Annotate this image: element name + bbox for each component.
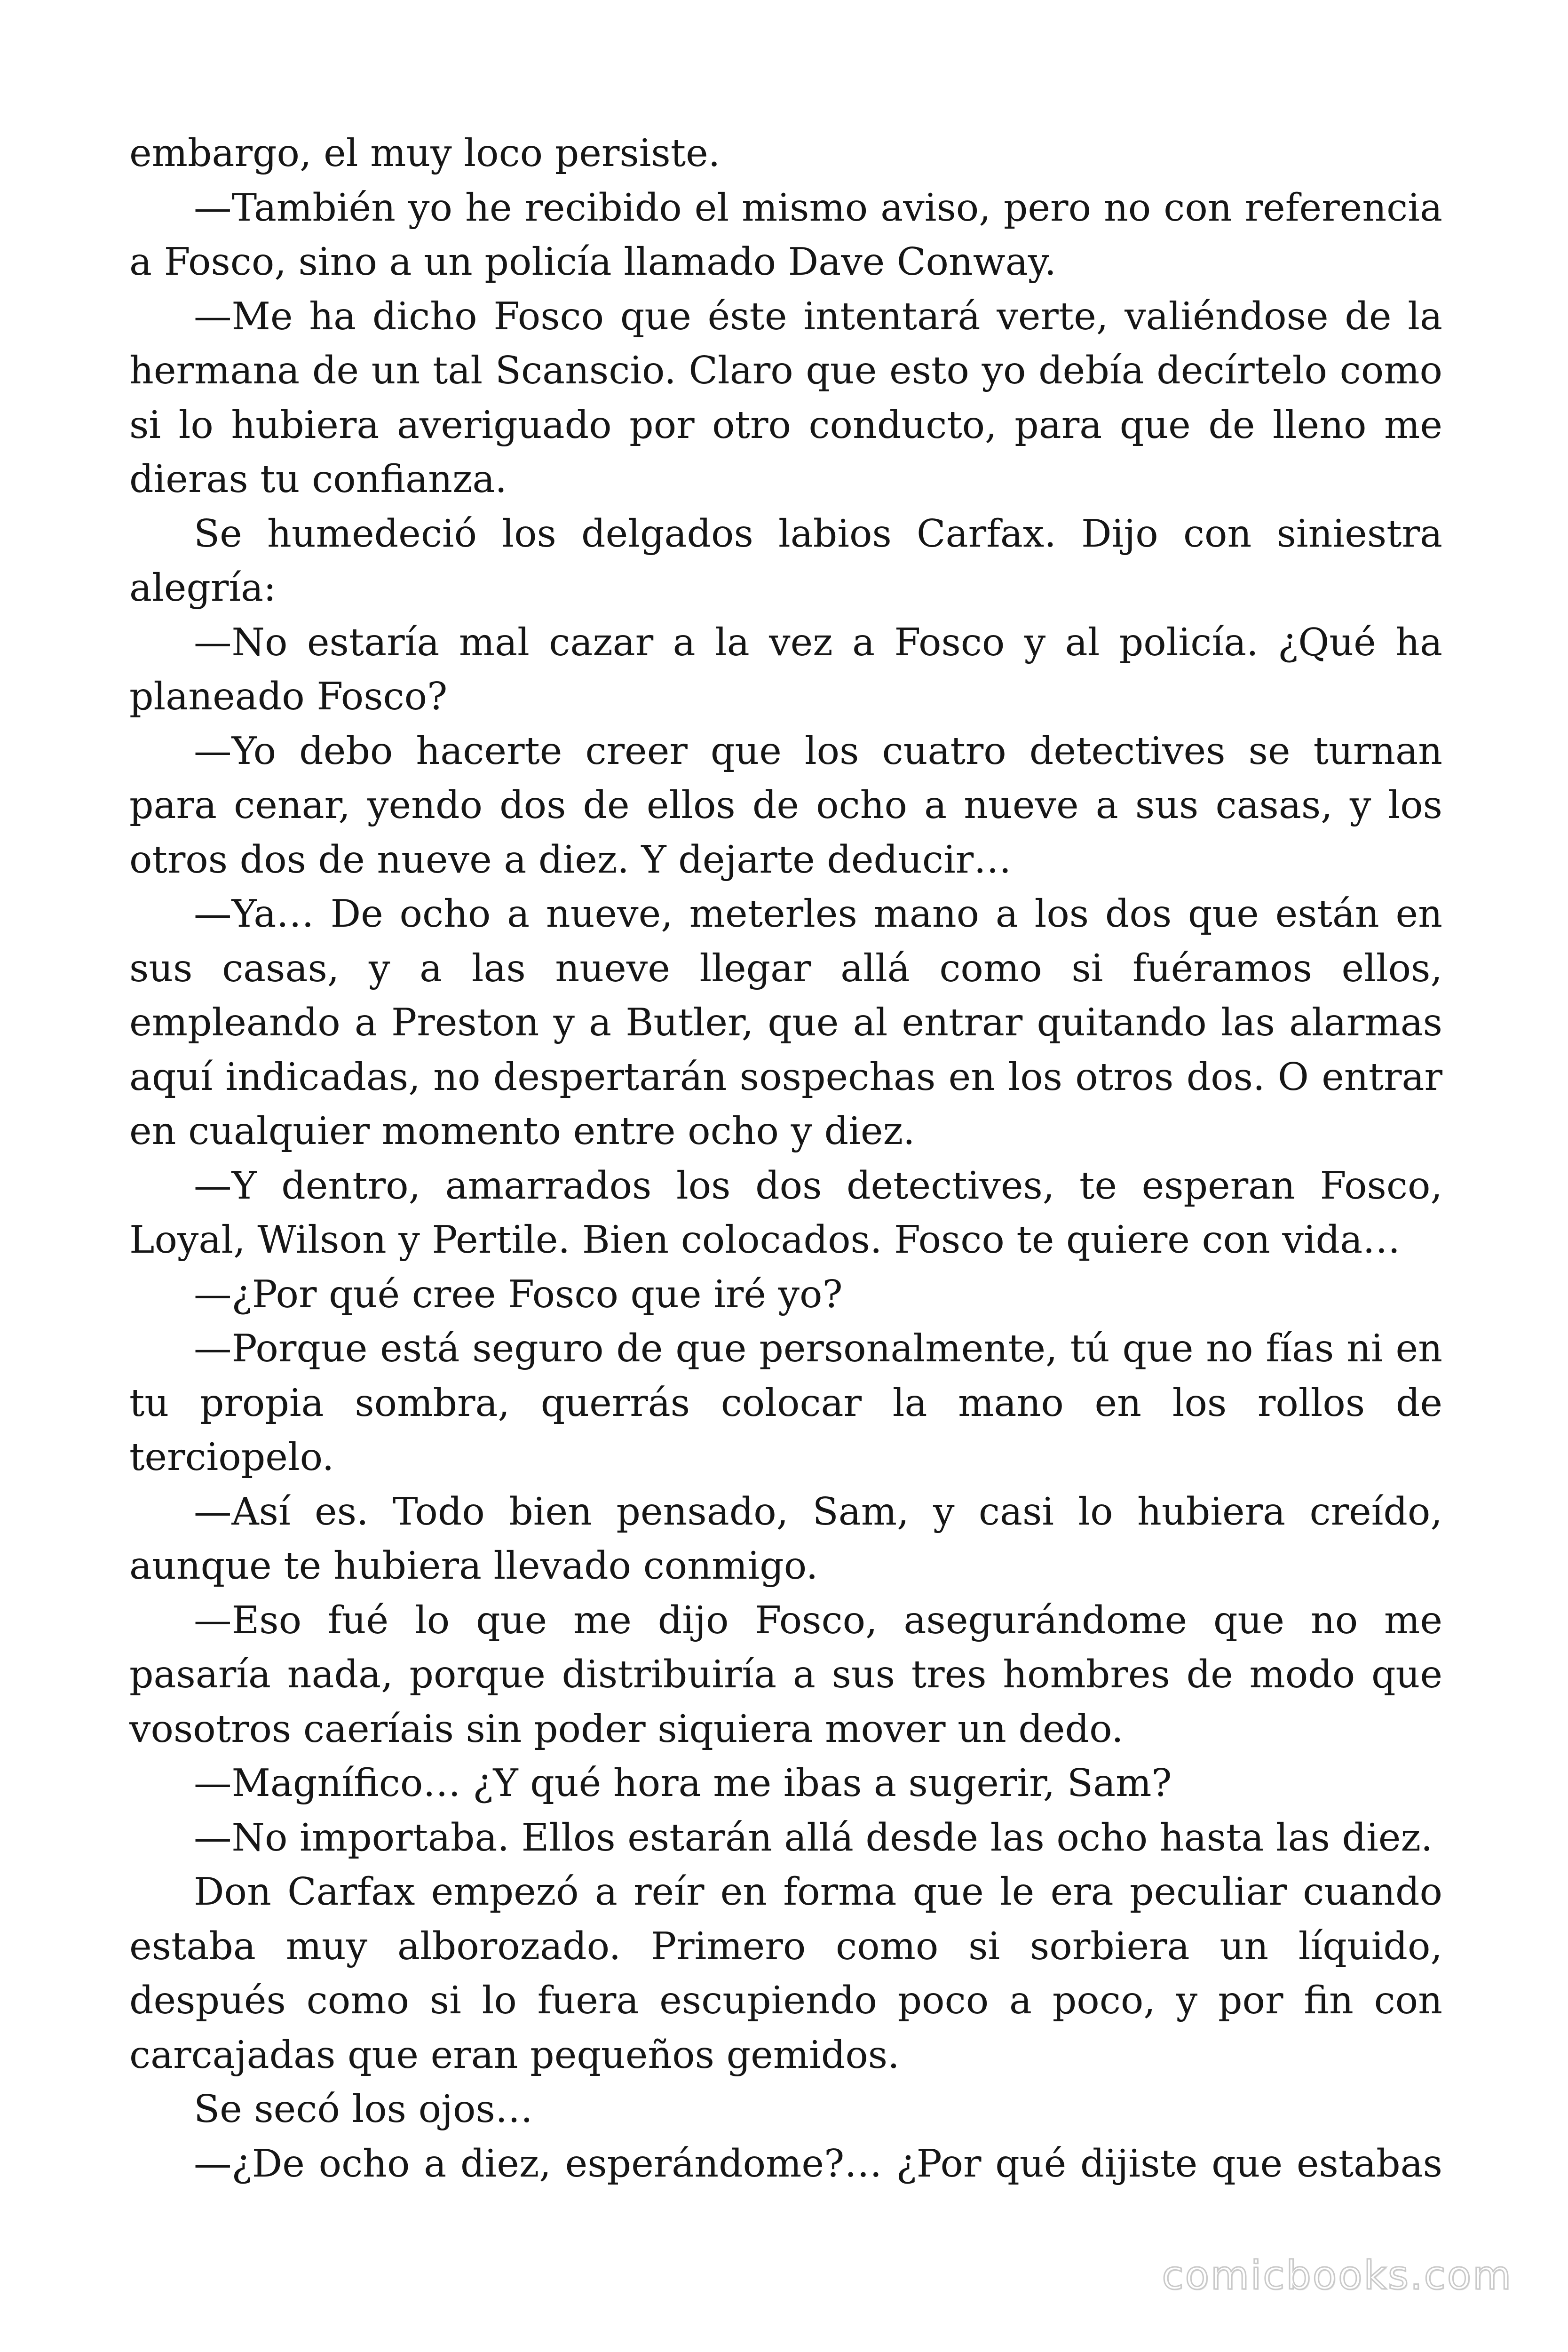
- paragraph-13: —Magnífico… ¿Y qué hora me ibas a sugerir, Sam?: [194, 1761, 1172, 1805]
- paragraph-3: —Me ha dicho Fosco que éste intentará verte, valiéndose de la hermana de un tal Scanscio. Claro que esto yo debía decírtelo como si lo hubiera averiguado por otro conducto, para que de lleno me dieras tu confianza.: [129, 294, 1442, 501]
- paragraph-5: —No estaría mal cazar a la vez a Fosco y al policía. ¿Qué ha planeado Fosco?: [129, 620, 1442, 718]
- paragraph-16: Se secó los ojos…: [194, 2087, 533, 2131]
- paragraph-12: —Eso fué lo que me dijo Fosco, asegurándome que no me pasaría nada, porque distribuiría a sus tres hombres de modo que vosotros caeríais sin poder siquiera mover un dedo.: [129, 1597, 1442, 1751]
- paragraph-15: Don Carfax empezó a reír en forma que le era peculiar cuando estaba muy alborozado. Primero como si sorbiera un líquido, después como si lo fuera escupiendo poco a poco, y por fin con carcajadas que eran pequeños gemidos.: [129, 1869, 1442, 2077]
- watermark: comicbooks.com: [1162, 2252, 1513, 2298]
- paragraph-11: —Así es. Todo bien pensado, Sam, y casi lo hubiera creído, aunque te hubiera llevado conmigo.: [129, 1489, 1442, 1588]
- paragraph-2: —También yo he recibido el mismo aviso, pero no con referencia a Fosco, sino a un policía llamado Dave Conway.: [129, 185, 1442, 284]
- paragraph-9: —¿Por qué cree Fosco que iré yo?: [194, 1271, 843, 1316]
- paragraph-1: embargo, el muy loco persiste.: [129, 131, 721, 175]
- page-text: [129, 126, 1442, 2191]
- paragraph-4: Se humedeció los delgados labios Carfax. Dijo con siniestra alegría:: [129, 511, 1442, 610]
- paragraph-17: —¿De ocho a diez, esperándome?… ¿Por qué dijiste que estabas: [194, 2141, 1442, 2185]
- paragraph-8: —Y dentro, amarrados los dos detectives, te esperan Fosco, Loyal, Wilson y Pertile. Bien colocados. Fosco te quiere con vida…: [129, 1163, 1442, 1262]
- paragraph-14: —No importaba. Ellos estarán allá desde las ocho hasta las diez.: [194, 1815, 1433, 1859]
- paragraph-10: —Porque está seguro de que personalmente, tú que no fías ni en tu propia sombra, querrás colocar la mano en los rollos de terciopelo.: [129, 1326, 1442, 1479]
- paragraph-7: —Ya… De ocho a nueve, meterles mano a los dos que están en sus casas, y a las nueve llegar allá como si fuéramos ellos, empleando a Preston y a Butler, que al entrar quitando las alarmas aquí indicadas, no despertarán sospechas en los otros dos. O entrar en cualquier momento entre ocho y diez.: [129, 891, 1442, 1153]
- paragraph-6: —Yo debo hacerte creer que los cuatro detectives se turnan para cenar, yendo dos de ellos de ocho a nueve a sus casas, y los otros dos de nueve a diez. Y dejarte deducir…: [129, 728, 1442, 882]
